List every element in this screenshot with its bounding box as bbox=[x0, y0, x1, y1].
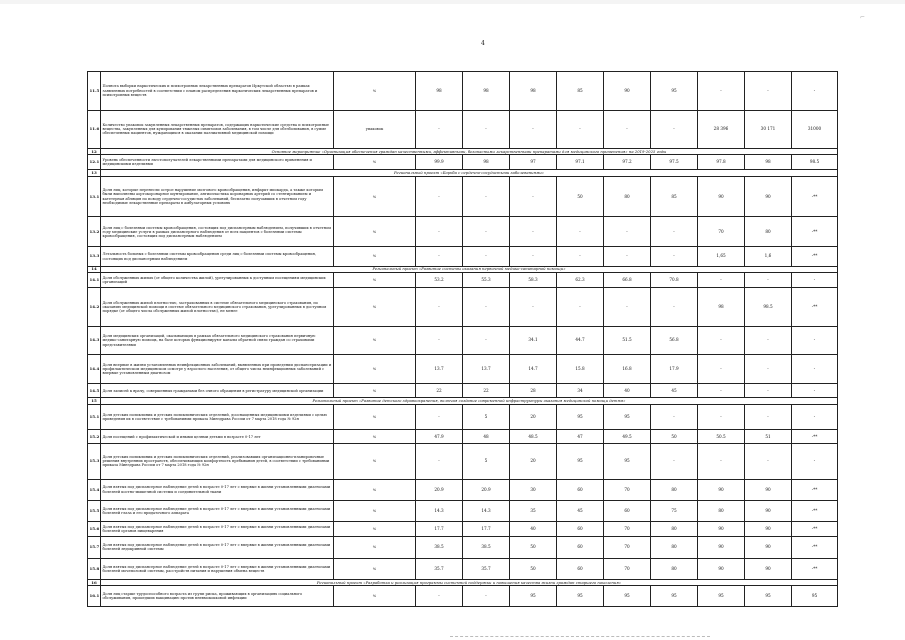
indicator-name: Доля взятых под диспансерное наблюдение детей в возрасте 0-17 лет с впервые в жизни установленными диагнозами болезней органов пищеварения bbox=[101, 522, 334, 537]
indicator-name: Доля медицинских организаций, оказывающих в рамках обязательного медицинского страхования первичную медико-санитарную помощь, на базе которых функционируют каналы обратной связи граждан со страховыми представителями bbox=[101, 326, 334, 355]
value-cell: - bbox=[651, 404, 698, 430]
unit-cell: % bbox=[334, 217, 416, 247]
value-cell: -** bbox=[792, 247, 838, 266]
indicator-name: Доля лиц, которые перенесли острое нарушение мозгового кровообращения, инфаркт миокарда, а также которым были выполнены аортокоронарное шунтирование, ангиопластика коронарных артерий со стентированием и катетерная абляция по поводу сердечно-сосудистых заболеваний, бесплатно получавших в отчетном году необходимые лекарственные препараты в амбулаторных условиях bbox=[101, 176, 334, 217]
row-number: 15 bbox=[88, 398, 101, 404]
value-cell: 38.5 bbox=[463, 537, 510, 558]
value-cell: - bbox=[510, 110, 557, 149]
value-cell: 50 bbox=[557, 176, 604, 217]
value-cell: -** bbox=[792, 479, 838, 500]
value-cell: 98 bbox=[416, 72, 463, 111]
value-cell: 90 bbox=[604, 72, 651, 111]
corner-mark: ⌐ bbox=[859, 14, 865, 21]
value-cell: 95 bbox=[557, 444, 604, 479]
value-cell: 13.7 bbox=[463, 355, 510, 384]
value-cell: 17.7 bbox=[416, 522, 463, 537]
value-cell: 80 bbox=[745, 217, 792, 247]
value-cell: 90 bbox=[745, 500, 792, 521]
table-row bbox=[88, 586, 838, 607]
value-cell: - bbox=[698, 404, 745, 430]
scan-edge bbox=[0, 0, 905, 4]
value-cell: 47 bbox=[557, 430, 604, 444]
value-cell: 22 bbox=[416, 384, 463, 398]
value-cell: 98 bbox=[510, 72, 557, 111]
row-number: 14.5 bbox=[88, 384, 101, 398]
value-cell: 97.8 bbox=[698, 155, 745, 170]
unit-cell: % bbox=[334, 273, 416, 288]
value-cell: 80 bbox=[651, 558, 698, 579]
bottom-scan-marks bbox=[450, 636, 710, 639]
value-cell: 5 bbox=[463, 444, 510, 479]
indicator-name: Доля взятых под диспансерное наблюдение детей в возрасте 0-17 лет с впервые в жизни установленными диагнозами болезней мочеполовой системы, расстройств питания и нарушения обмена веществ bbox=[101, 558, 334, 579]
value-cell: - bbox=[604, 217, 651, 247]
value-cell: - bbox=[698, 355, 745, 384]
value-cell: 56.8 bbox=[651, 326, 698, 355]
table-row bbox=[88, 522, 838, 537]
value-cell: 50 bbox=[651, 430, 698, 444]
value-cell: 50 bbox=[510, 558, 557, 579]
value-cell: - bbox=[651, 288, 698, 327]
value-cell: 1,65 bbox=[698, 247, 745, 266]
value-cell: - bbox=[510, 176, 557, 217]
indicator-name: Доля детских поликлиник и детских поликлинических отделений, дооснащенных медицинскими изделиями с целью приведения их в соответствие с требованиями приказа Минздрава России от 7 марта 2018 года № 92н bbox=[101, 404, 334, 430]
value-cell: -** bbox=[792, 537, 838, 558]
value-cell: 5 bbox=[463, 404, 510, 430]
value-cell: - bbox=[416, 288, 463, 327]
value-cell: - bbox=[792, 384, 838, 398]
value-cell: - bbox=[416, 247, 463, 266]
value-cell: 51.5 bbox=[604, 326, 651, 355]
indicator-name: Полнота выборки наркотических и психотропных лекарственных препаратов Иркутской областью в рамках заявленных потребностей в соответствии с планом распределения наркотических лекарственных препаратов и психотропных веществ bbox=[101, 72, 334, 111]
value-cell: - bbox=[745, 355, 792, 384]
value-cell: - bbox=[698, 72, 745, 111]
value-cell: 70 bbox=[604, 522, 651, 537]
value-cell: 98.5 bbox=[745, 288, 792, 327]
section-title: Региональный проект «Развитие системы оказания первичной медико-санитарной помощи» bbox=[101, 266, 838, 272]
value-cell: 90 bbox=[698, 522, 745, 537]
value-cell: - bbox=[416, 586, 463, 607]
value-cell: - bbox=[416, 176, 463, 217]
unit-cell: % bbox=[334, 384, 416, 398]
value-cell: - bbox=[557, 217, 604, 247]
value-cell: 99.9 bbox=[416, 155, 463, 170]
indicator-table-body bbox=[88, 72, 838, 607]
value-cell: 49.5 bbox=[604, 430, 651, 444]
value-cell: 1,6 bbox=[745, 247, 792, 266]
value-cell: 70 bbox=[698, 217, 745, 247]
value-cell: 95 bbox=[604, 404, 651, 430]
unit-cell: упаковок bbox=[334, 110, 416, 149]
unit-cell: % bbox=[334, 326, 416, 355]
table-row bbox=[88, 110, 838, 149]
value-cell: 50.5 bbox=[698, 430, 745, 444]
value-cell: 30 bbox=[510, 479, 557, 500]
value-cell: - bbox=[745, 444, 792, 479]
value-cell: - bbox=[604, 247, 651, 266]
value-cell: -** bbox=[792, 217, 838, 247]
table-row bbox=[88, 217, 838, 247]
value-cell: - bbox=[745, 384, 792, 398]
value-cell: 97.2 bbox=[604, 155, 651, 170]
indicator-name: Доля обслуженных жилой плотностью, застрахованных в системе обязательного медицинского страхования, по оказанию медицинской помощи в системе обязательного медицинского страхования, урегулированных в доступном порядке (от общего числа обслуженных жилой плотностью), не менее bbox=[101, 288, 334, 327]
unit-cell: % bbox=[334, 479, 416, 500]
unit-cell: % bbox=[334, 247, 416, 266]
value-cell: 90 bbox=[698, 558, 745, 579]
indicator-name: Летальность больных с болезнями системы кровообращения среди лиц с болезнями системы кровообращения, состоящих под диспансерным наблюдением bbox=[101, 247, 334, 266]
table-row bbox=[88, 247, 838, 266]
section-title: Основное мероприятие «Организация обеспечения граждан качественными, эффективными, безопасными лекарственными препаратами для медицинского применения» на 2019-2025 годы bbox=[101, 149, 838, 155]
value-cell: - bbox=[792, 273, 838, 288]
indicator-table bbox=[87, 71, 838, 607]
value-cell: - bbox=[416, 404, 463, 430]
table-row bbox=[88, 430, 838, 444]
table-row bbox=[88, 537, 838, 558]
value-cell: 31000 bbox=[792, 110, 838, 149]
indicator-name: Доля посещений с профилактической и иными целями детьми в возрасте 0-17 лет bbox=[101, 430, 334, 444]
value-cell: - bbox=[416, 326, 463, 355]
value-cell: 40 bbox=[604, 384, 651, 398]
value-cell: -** bbox=[792, 430, 838, 444]
value-cell: 13.7 bbox=[416, 355, 463, 384]
row-number: 15.5 bbox=[88, 500, 101, 521]
value-cell: 95 bbox=[745, 586, 792, 607]
value-cell: 70 bbox=[604, 558, 651, 579]
unit-cell: % bbox=[334, 355, 416, 384]
unit-cell: % bbox=[334, 155, 416, 170]
section-title: Региональный проект «Борьба с сердечно-сосудистыми заболеваниями» bbox=[101, 170, 838, 176]
row-number: 14.3 bbox=[88, 326, 101, 355]
value-cell: 70 bbox=[604, 537, 651, 558]
row-number: 14.2 bbox=[88, 288, 101, 327]
value-cell: - bbox=[651, 110, 698, 149]
table-row bbox=[88, 444, 838, 479]
value-cell: 28 bbox=[510, 384, 557, 398]
value-cell: - bbox=[792, 355, 838, 384]
table-row bbox=[88, 404, 838, 430]
row-number: 15.8 bbox=[88, 558, 101, 579]
indicator-name: Уровень обеспеченности льготополучателей лекарственными препаратами для медицинского применения и медицинскими изделиями bbox=[101, 155, 334, 170]
table-row bbox=[88, 326, 838, 355]
value-cell: 95 bbox=[651, 72, 698, 111]
value-cell: - bbox=[745, 326, 792, 355]
value-cell: 16.8 bbox=[604, 355, 651, 384]
value-cell: 95 bbox=[604, 586, 651, 607]
value-cell: 48.5 bbox=[510, 430, 557, 444]
value-cell: - bbox=[698, 326, 745, 355]
value-cell: - bbox=[510, 217, 557, 247]
row-number: 15.2 bbox=[88, 430, 101, 444]
indicator-name: Доля взятых под диспансерное наблюдение детей в возрасте 0-17 лет с впервые в жизни установленными диагнозами болезней эндокринной системы bbox=[101, 537, 334, 558]
value-cell: 60 bbox=[604, 500, 651, 521]
value-cell: 60 bbox=[557, 479, 604, 500]
value-cell: - bbox=[510, 247, 557, 266]
value-cell: - bbox=[792, 444, 838, 479]
value-cell: 95 bbox=[510, 586, 557, 607]
value-cell: 20 bbox=[510, 444, 557, 479]
value-cell: - bbox=[557, 247, 604, 266]
indicator-name: Доля взятых под диспансерное наблюдение детей в возрасте 0-17 лет с впервые в жизни установленными диагнозами болезней глаза и его придаточного аппарата bbox=[101, 500, 334, 521]
row-number: 15.7 bbox=[88, 537, 101, 558]
value-cell: 17.7 bbox=[463, 522, 510, 537]
value-cell: 60 bbox=[557, 522, 604, 537]
table-row bbox=[88, 384, 838, 398]
value-cell: 80 bbox=[698, 500, 745, 521]
value-cell: - bbox=[651, 217, 698, 247]
value-cell: 40 bbox=[510, 522, 557, 537]
value-cell: - bbox=[463, 326, 510, 355]
value-cell: 34.1 bbox=[510, 326, 557, 355]
value-cell: - bbox=[698, 444, 745, 479]
value-cell: 34 bbox=[557, 384, 604, 398]
value-cell: - bbox=[463, 176, 510, 217]
value-cell: -** bbox=[792, 176, 838, 217]
value-cell: 14.3 bbox=[416, 500, 463, 521]
row-number: 12.1 bbox=[88, 155, 101, 170]
value-cell: - bbox=[698, 273, 745, 288]
value-cell: 50 bbox=[510, 537, 557, 558]
value-cell: 80 bbox=[651, 479, 698, 500]
value-cell: - bbox=[792, 326, 838, 355]
value-cell: - bbox=[651, 444, 698, 479]
value-cell: 95 bbox=[557, 404, 604, 430]
row-number: 16.1 bbox=[88, 586, 101, 607]
unit-cell: % bbox=[334, 500, 416, 521]
value-cell: - bbox=[604, 288, 651, 327]
row-number: 13 bbox=[88, 170, 101, 176]
row-number: 15.4 bbox=[88, 479, 101, 500]
value-cell: 90 bbox=[698, 479, 745, 500]
value-cell: - bbox=[745, 72, 792, 111]
unit-cell: % bbox=[334, 522, 416, 537]
value-cell: 60 bbox=[557, 558, 604, 579]
value-cell: 70.8 bbox=[651, 273, 698, 288]
value-cell: - bbox=[416, 217, 463, 247]
table-row bbox=[88, 273, 838, 288]
value-cell: 85 bbox=[557, 72, 604, 111]
value-cell: - bbox=[651, 247, 698, 266]
table-row bbox=[88, 155, 838, 170]
row-number: 12 bbox=[88, 149, 101, 155]
value-cell: - bbox=[463, 288, 510, 327]
section-title: Региональный проект «Развитие детского здравоохранения, включая создание современной инфраструктуры оказания медицинской помощи детям» bbox=[101, 398, 838, 404]
value-cell: - bbox=[604, 110, 651, 149]
row-number: 13.1 bbox=[88, 176, 101, 217]
value-cell: 35 bbox=[510, 500, 557, 521]
table-row bbox=[88, 479, 838, 500]
value-cell: - bbox=[557, 288, 604, 327]
value-cell: 95 bbox=[792, 586, 838, 607]
unit-cell: % bbox=[334, 444, 416, 479]
value-cell: 55.3 bbox=[463, 273, 510, 288]
value-cell: - bbox=[745, 273, 792, 288]
value-cell: 90 bbox=[745, 522, 792, 537]
value-cell: - bbox=[463, 586, 510, 607]
indicator-name: Доля впервые в жизни установленных неинфекционных заболеваний, выявленных при проведении диспансеризации и профилактическом медицинском осмотре у взрослого населения, от общего числа неинфекционных заболеваний с впервые установленным диагнозом bbox=[101, 355, 334, 384]
row-number: 14.4 bbox=[88, 355, 101, 384]
value-cell: 14.7 bbox=[510, 355, 557, 384]
value-cell: 14.3 bbox=[463, 500, 510, 521]
value-cell: 90 bbox=[698, 176, 745, 217]
value-cell: 38.5 bbox=[416, 537, 463, 558]
value-cell: 75 bbox=[651, 500, 698, 521]
value-cell: 97 bbox=[510, 155, 557, 170]
row-number: 11.6 bbox=[88, 110, 101, 149]
row-number: 11.5 bbox=[88, 72, 101, 111]
value-cell: 62.3 bbox=[557, 273, 604, 288]
value-cell: 60 bbox=[557, 537, 604, 558]
row-number: 15.3 bbox=[88, 444, 101, 479]
value-cell: 15.8 bbox=[557, 355, 604, 384]
table-row bbox=[88, 500, 838, 521]
unit-cell: % bbox=[334, 537, 416, 558]
value-cell: - bbox=[463, 247, 510, 266]
page-number: 4 bbox=[481, 40, 485, 47]
row-number: 13.2 bbox=[88, 217, 101, 247]
value-cell: 80 bbox=[651, 522, 698, 537]
value-cell: 20.9 bbox=[463, 479, 510, 500]
indicator-table-wrapper bbox=[87, 71, 837, 607]
row-number: 15.6 bbox=[88, 522, 101, 537]
value-cell: - bbox=[557, 110, 604, 149]
value-cell: 58.3 bbox=[510, 273, 557, 288]
value-cell: -** bbox=[792, 522, 838, 537]
value-cell: 98 bbox=[745, 155, 792, 170]
value-cell: 35.7 bbox=[416, 558, 463, 579]
unit-cell: % bbox=[334, 288, 416, 327]
value-cell: 98 bbox=[463, 155, 510, 170]
value-cell: - bbox=[416, 444, 463, 479]
indicator-name: Количество упаковок закупленных лекарственных препаратов, содержащих наркотические средства и психотропные вещества, закупленных для купирования тяжелых симптомов заболевания, в том числе для обезболивания, в сумме обеспеченных пациентов, нуждающихся в оказании паллиативной медицинской помощи bbox=[101, 110, 334, 149]
value-cell: 95 bbox=[557, 586, 604, 607]
value-cell: 51 bbox=[745, 430, 792, 444]
value-cell: 45 bbox=[651, 384, 698, 398]
value-cell: 47.9 bbox=[416, 430, 463, 444]
section-title: Региональный проект «Разработка и реализация программы системной поддержки и повышения качества жизни граждан старшего поколения» bbox=[101, 580, 838, 586]
value-cell: 53.2 bbox=[416, 273, 463, 288]
value-cell: -** bbox=[792, 558, 838, 579]
unit-cell: % bbox=[334, 176, 416, 217]
indicator-name: Доля детских поликлиник и детских поликлинических отделений, реализовавших организационно-планировочные решения внутренних пространств, обеспечивающих комфортность пребывания детей, в соответствии с требованиями приказа Минздрава России от 7 марта 2018 года № 92н bbox=[101, 444, 334, 479]
value-cell: 20.9 bbox=[416, 479, 463, 500]
row-number: 13.3 bbox=[88, 247, 101, 266]
value-cell: 98.5 bbox=[792, 155, 838, 170]
unit-cell: % bbox=[334, 404, 416, 430]
value-cell: - bbox=[745, 404, 792, 430]
unit-cell: % bbox=[334, 558, 416, 579]
unit-cell: % bbox=[334, 72, 416, 111]
row-number: 16 bbox=[88, 580, 101, 586]
value-cell: 48 bbox=[463, 430, 510, 444]
value-cell: 95 bbox=[698, 586, 745, 607]
value-cell: 22 bbox=[463, 384, 510, 398]
value-cell: 17.9 bbox=[651, 355, 698, 384]
value-cell: 30 171 bbox=[745, 110, 792, 149]
value-cell: 44.7 bbox=[557, 326, 604, 355]
value-cell: 90 bbox=[745, 176, 792, 217]
value-cell: 98 bbox=[698, 288, 745, 327]
value-cell: - bbox=[463, 110, 510, 149]
row-number: 15.1 bbox=[88, 404, 101, 430]
indicator-name: Доля лиц с болезнями системы кровообращения, состоящих под диспансерным наблюдением, получивших в отчетном году медицинские услуги в рамках диспансерного наблюдения от всех пациентов с болезнями системы кровообращения, состоящих под диспансерным наблюдением bbox=[101, 217, 334, 247]
value-cell: 66.8 bbox=[604, 273, 651, 288]
row-number: 14 bbox=[88, 266, 101, 272]
row-number: 14.1 bbox=[88, 273, 101, 288]
value-cell: 45 bbox=[557, 500, 604, 521]
unit-cell: % bbox=[334, 430, 416, 444]
value-cell: 35.7 bbox=[463, 558, 510, 579]
value-cell: 90 bbox=[745, 537, 792, 558]
value-cell: - bbox=[698, 384, 745, 398]
value-cell: 98 bbox=[463, 72, 510, 111]
value-cell: -** bbox=[792, 288, 838, 327]
table-row bbox=[88, 355, 838, 384]
value-cell: 95 bbox=[604, 444, 651, 479]
indicator-name: Доля обслуженных жилых (от общего количества жилой), урегулированных к доступным посещениям медицинских организаций bbox=[101, 273, 334, 288]
indicator-name: Доля лиц старше трудоспособного возраста из групп риска, проживающих в организациях социального обслуживания, прошедших вакцинацию против пневмококковой инфекции bbox=[101, 586, 334, 607]
value-cell: 80 bbox=[651, 537, 698, 558]
table-row bbox=[88, 288, 838, 327]
value-cell: 90 bbox=[745, 558, 792, 579]
value-cell: 70 bbox=[604, 479, 651, 500]
value-cell: 28 396 bbox=[698, 110, 745, 149]
table-row bbox=[88, 558, 838, 579]
indicator-name: Доля взятых под диспансерное наблюдение детей в возрасте 0-17 лет с впервые в жизни установленными диагнозами болезней костно-мышечной системы и соединительной ткани bbox=[101, 479, 334, 500]
value-cell: 90 bbox=[698, 537, 745, 558]
value-cell: - bbox=[792, 404, 838, 430]
value-cell: 95 bbox=[651, 586, 698, 607]
value-cell: 85 bbox=[651, 176, 698, 217]
value-cell: - bbox=[792, 72, 838, 111]
indicator-name: Доля записей к врачу, совершенных гражданами без очного обращения в регистратуру медицинской организации bbox=[101, 384, 334, 398]
value-cell: -** bbox=[792, 500, 838, 521]
value-cell: 90 bbox=[745, 479, 792, 500]
value-cell: 20 bbox=[510, 404, 557, 430]
table-row bbox=[88, 176, 838, 217]
value-cell: 97.5 bbox=[651, 155, 698, 170]
value-cell: - bbox=[463, 217, 510, 247]
value-cell: - bbox=[416, 110, 463, 149]
value-cell: 97.1 bbox=[557, 155, 604, 170]
unit-cell: % bbox=[334, 586, 416, 607]
value-cell: 80 bbox=[604, 176, 651, 217]
table-row bbox=[88, 72, 838, 111]
value-cell: - bbox=[510, 288, 557, 327]
